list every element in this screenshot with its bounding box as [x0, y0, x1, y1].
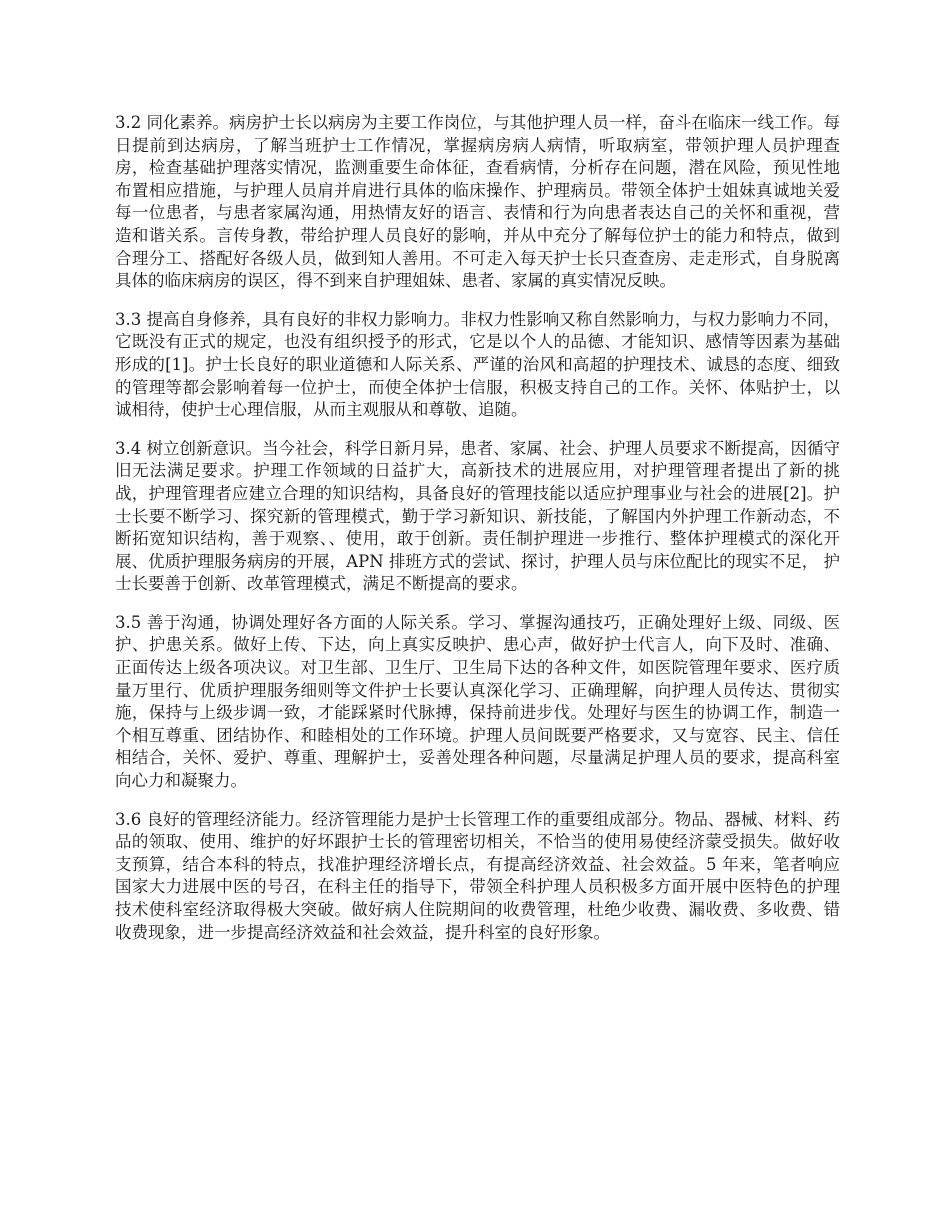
paragraph-3-2: 3.2 同化素养。病房护士长以病房为主要工作岗位，与其他护理人员一样，奋斗在临床一线工作。每日提前到达病房，了解当班护士工作情况，掌握病房病人病情，听取病室，带领护理人员护理查房，检查基础护理落实情况，监测重要生命体征，查看病情，分析存在问题，潜在风险，预见性地布置相应措施，与护理人员肩并肩进行具体的临床操作、护理病员。带领全体护士姐妹真诚地关爱每一位患者，与患者家属沟通，用热情友好的语言、表情和行为向患者表达自己的关怀和重视，营造和谐关系。言传身教，带给护理人员良好的影响，并从中充分了解每位护士的能力和特点，做到合理分工、搭配好各级人员，做到知人善用。不可走入每天护士长只查查房、走走形式，自身脱离具体的临床病房的误区，得不到来自护理姐妹、患者、家属的真实情况反映。 — [115, 113, 840, 291]
paragraph-3-6: 3.6 良好的管理经济能力。经济管理能力是护士长管理工作的重要组成部分。物品、器械、材料、药品的领取、使用、维护的好坏跟护士长的管理密切相关，不恰当的使用易使经济蒙受损失。做好收支预算，结合本科的特点，找准护理经济增长点，有提高经济效益、社会效益。5 年来，笔者响应国家大力进展中医的号召，在科主任的指导下，带领全科护理人员积极多方面开展中医特色的护理技术使科室经济取得极大突破。做好病人住院期间的收费管理，杜绝少收费、漏收费、多收费、错收费现象，进一步提高经济效益和社会效益，提升科室的良好形象。 — [115, 809, 840, 942]
paragraph-3-3: 3.3 提高自身修养，具有良好的非权力影响力。非权力性影响又称自然影响力，与权力影响力不同，它既没有正式的规定，也没有组织授予的形式，它是以个人的品德、才能知识、感情等因素为基础形成的[1]。护士长良好的职业道德和人际关系、严谨的治风和高超的护理技术、诚恳的态度、细致的管理等都会影响着每一位护士，而使全体护士信服，积极支持自己的工作。关怀、体贴护士，以诚相待，使护士心理信服，从而主观服从和尊敬、追随。 — [115, 309, 840, 420]
paragraph-3-4: 3.4 树立创新意识。当今社会，科学日新月异，患者、家属、社会、护理人员要求不断提高，因循守旧无法满足要求。护理工作领域的日益扩大，高新技术的进展应用，对护理管理者提出了新的挑战，护理管理者应建立合理的知识结构，具备良好的管理技能以适应护理事业与社会的进展[2]。护士长要不断学习、探究新的管理模式，勤于学习新知识、新技能，了解国内外护理工作新动态，不断拓宽知识结构，善于观察、、使用，敢于创新。责任制护理进一步推行、整体护理模式的深化开展、优质护理服务病房的开展，APN 排班方式的尝试、探讨，护理人员与床位配比的现实不足， 护士长要善于创新、改革管理模式，满足不断提高的要求。 — [115, 438, 840, 594]
paragraph-3-5: 3.5 善于沟通，协调处理好各方面的人际关系。学习、掌握沟通技巧，正确处理好上级、同级、医护、护患关系。做好上传、下达，向上真实反映护、患心声，做好护士代言人，向下及时、准确、正面传达上级各项决议。对卫生部、卫生厅、卫生局下达的各种文件，如医院管理年要求、医疗质量万里行、优质护理服务细则等文件护士长要认真深化学习、正确理解，向护理人员传达、贯彻实施，保持与上级步调一致，才能踩紧时代脉搏，保持前进步伐。处理好与医生的协调工作，制造一个相互尊重、团结协作、和睦相处的工作环境。护理人员间既要严格要求，又与宽容、民主、信任相结合，关怀、爱护、尊重、理解护士，妥善处理各种问题，尽量满足护理人员的要求，提高科室向心力和凝聚力。 — [115, 612, 840, 791]
